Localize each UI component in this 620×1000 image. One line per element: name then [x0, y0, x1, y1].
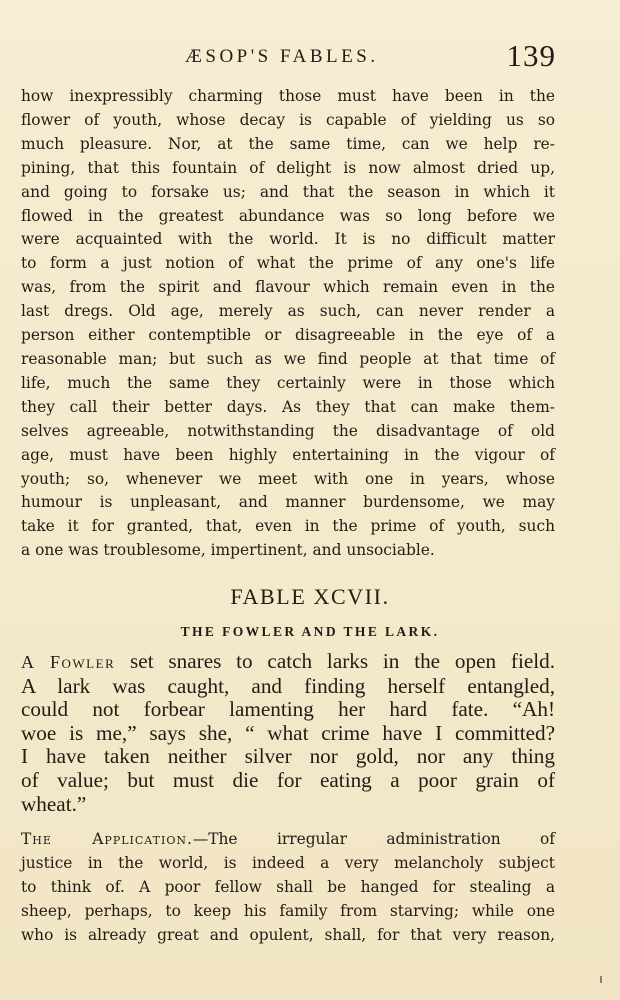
- text-line: A lark was caught, and finding herself entangled,: [21, 673, 555, 698]
- application-passage: [21, 828, 555, 948]
- text-line: reasonable man; but such as we find people at that time of: [21, 349, 555, 368]
- application-first-line-rest: —The irregular administration of: [192, 830, 556, 848]
- text-line: flower of youth, whose decay is capable of yielding us so: [21, 110, 555, 129]
- running-title: ÆSOP'S FABLES.: [185, 46, 379, 67]
- application-label: The Application.: [21, 830, 193, 848]
- text-line: to form a just notion of what the prime of any one's life: [21, 254, 555, 273]
- text-line: and going to forsake us; and that the season in which it: [21, 182, 555, 201]
- fable-title: THE FOWLER AND THE LARK.: [180, 624, 440, 639]
- text-line: selves agreeable, notwithstanding the disadvantage of old: [21, 421, 555, 440]
- text-line: age, must have been highly entertaining in the vigour of: [21, 445, 555, 464]
- text-line: I have taken neither silver nor gold, nor any thing: [21, 744, 555, 769]
- print-speck: [600, 976, 602, 983]
- text-line: could not forbear lamenting her hard fate. “Ah!: [21, 697, 555, 722]
- fable-first-line: [21, 650, 555, 675]
- text-line: to think of. A poor fellow shall be hanged for stealing a: [21, 877, 555, 896]
- running-head: [0, 38, 620, 74]
- text-line: much pleasure. Nor, at the same time, can we help re-: [21, 134, 555, 153]
- text-line: pining, that this fountain of delight is now almost dried up,: [21, 158, 555, 177]
- text-line: sheep, perhaps, to keep his family from starving; while one: [21, 901, 555, 920]
- page-number: 139: [506, 38, 556, 73]
- application-first-line: [21, 828, 555, 852]
- fable-heading: FABLE XCVII.: [230, 584, 390, 609]
- text-line: of value; but must die for eating a poor grain of: [21, 767, 555, 792]
- text-line: last dregs. Old age, merely as such, can never render a: [21, 302, 555, 321]
- text-line: flowed in the greatest abundance was so long before we: [21, 206, 555, 225]
- text-line: justice in the world, is indeed a very melancholy subject: [21, 853, 555, 872]
- fable-first-line-rest: set snares to catch larks in the open field.: [115, 649, 556, 673]
- fable-text: [21, 650, 555, 816]
- top-passage: [21, 85, 555, 563]
- text-line: were acquainted with the world. It is no difficult matter: [21, 230, 555, 249]
- text-line: who is already great and opulent, shall, for that very reason,: [21, 925, 555, 944]
- text-line: was, from the spirit and flavour which remain even in the: [21, 278, 555, 297]
- fable-opening-smallcaps: A Fowler: [21, 652, 116, 672]
- text-line: a one was troublesome, impertinent, and unsociable.: [21, 541, 435, 560]
- text-line: they call their better days. As they that can make them-: [21, 397, 555, 416]
- text-line: woe is me,” says she, “ what crime have I committed?: [21, 720, 555, 745]
- text-line: life, much the same they certainly were in those which: [21, 373, 555, 392]
- text-line: youth; so, whenever we meet with one in years, whose: [21, 469, 555, 488]
- text-line: wheat.”: [21, 791, 87, 816]
- text-line: how inexpressibly charming those must have been in the: [21, 87, 555, 105]
- text-line: person either contemptible or disagreeable in the eye of a: [21, 326, 555, 345]
- text-line: humour is unpleasant, and manner burdensome, we may: [21, 493, 555, 512]
- text-line: take it for granted, that, even in the prime of youth, such: [21, 517, 555, 536]
